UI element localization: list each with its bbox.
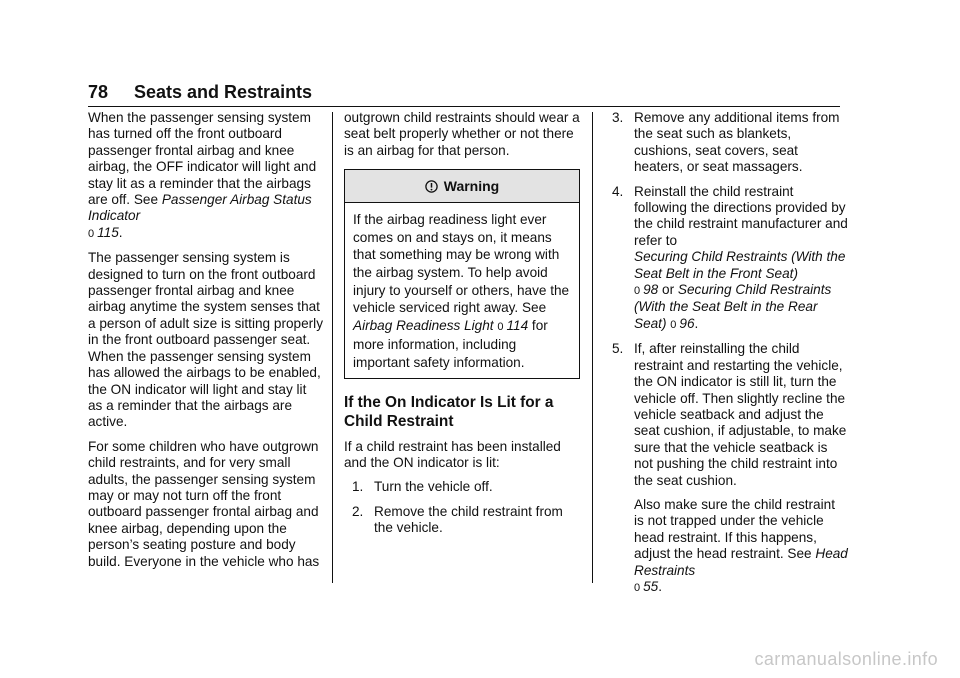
section-title: Seats and Restraints xyxy=(134,82,313,102)
conjunction: or xyxy=(662,282,675,298)
warning-body xyxy=(345,203,579,377)
warning-box xyxy=(344,169,580,378)
paragraph: If a child restraint has been installed and the ON indicator is lit: xyxy=(344,438,561,470)
warning-title: Warning xyxy=(443,178,500,195)
list-item xyxy=(344,479,580,495)
page-ref[interactable]: 96 xyxy=(679,315,695,331)
warning-text: If the airbag readiness light ever comes on and stays on, it means that something may be wrong with the airbag system. To help avoid injury to yourself or others, have the vehicle serviced right away. See xyxy=(353,212,570,316)
warning-icon xyxy=(425,179,438,194)
list-item xyxy=(612,341,848,596)
step-number: 3. xyxy=(612,110,624,125)
paragraph: outgrown child restraints should wear a seat belt properly whether or not there is an airbag for that person. xyxy=(344,110,580,158)
step-number: 5. xyxy=(612,341,624,357)
cross-reference-link[interactable]: Passenger Airbag Status Indicator xyxy=(88,192,312,224)
page-ref-icon: 0 xyxy=(88,227,95,240)
column-3 xyxy=(612,110,848,604)
warning-text: for more information, including important safety information. xyxy=(353,317,548,370)
paragraph: The passenger sensing system is designed to turn on the front outboard passenger frontal airbag and knee airbag anytime the system senses that a person of adult size is sitting properly in the front outboard passenger seat. When the passenger sensing system has allowed the airbags to be enabled, the ON indicator will light and stay lit as a reminder that the airbags are active. xyxy=(88,250,323,430)
page-ref[interactable]: 98 xyxy=(643,282,659,298)
page-ref[interactable]: 114 xyxy=(506,317,529,333)
paragraph-text: When the passenger sensing system has turned off the front outboard passenger frontal airbag and knee airbag, the OFF indicator will light and stay lit as a reminder that the airbags are off. See xyxy=(88,110,317,208)
step-number: 1. xyxy=(352,479,364,495)
page-number: 78 xyxy=(88,82,109,102)
cross-reference-link[interactable]: Securing Child Restraints (With the Seat Belt in the Front Seat) xyxy=(634,249,846,281)
step-text: Reinstall the child restraint following the directions provided by the child restraint manufacturer and refer to Securing Child Restraints (With the Seat Belt in the Front Seat) 0 98 or Securing Child Restraints (With the Seat Belt in the Rear Seat) 0 96. xyxy=(634,183,848,331)
paragraph: When the passenger sensing system has turned off the front outboard passenger frontal airbag and knee airbag, the OFF indicator will light and stay lit as a reminder that the airbags are off. See Passenger Airbag Status Indicator 0 115. xyxy=(88,110,317,240)
column-divider xyxy=(592,112,593,583)
page-ref-icon: 0 xyxy=(634,285,641,298)
list-item xyxy=(344,504,580,537)
page-ref-icon: 0 xyxy=(670,318,677,331)
step-body: Also make sure the child restraint is not trapped under the vehicle head restraint. If this happens, adjust the head restraint. See xyxy=(634,496,835,562)
cross-reference-link[interactable]: Airbag Readiness Light xyxy=(353,317,494,333)
step-body-continued: Also make sure the child restraint is not trapped under the vehicle head restraint. If this happens, adjust the head restraint. See Head Restraints 0 55. xyxy=(634,496,848,594)
warning-header xyxy=(345,170,579,203)
list-item xyxy=(612,110,848,176)
page-ref-icon: 0 xyxy=(497,320,504,333)
step-text: Remove the child restraint from the vehicle. xyxy=(374,503,563,536)
step-text xyxy=(634,341,848,596)
paragraph: For some children who have outgrown child restraints, and for very small adults, the passenger sensing system may or may not turn off the front outboard passenger frontal airbag and knee airbag, depending upon the person’s seating posture and body build. Everyone in the vehicle who has xyxy=(88,438,320,569)
page-ref[interactable]: 115 xyxy=(97,224,119,240)
column-1 xyxy=(88,110,324,578)
step-text: Remove any additional items from the seat such as blankets, cushions, seat covers, seat heaters, or seat massagers. xyxy=(634,110,840,175)
cross-reference-link[interactable]: Head Restraints xyxy=(634,546,848,578)
step-body: Reinstall the child restraint following the directions provided by the child restraint manufacturer and refer to xyxy=(634,183,848,248)
column-divider xyxy=(332,112,333,583)
step-number: 4. xyxy=(612,183,624,199)
cross-reference-link[interactable]: Securing Child Restraints (With the Seat Belt in the Rear Seat) xyxy=(634,282,832,331)
page-ref-icon: 0 xyxy=(634,581,641,594)
page-ref[interactable]: 55 xyxy=(643,578,659,594)
watermark: carmanualsonline.info xyxy=(754,649,938,669)
subheading: If the On Indicator Is Lit for a Child Restraint xyxy=(344,393,554,430)
column-2 xyxy=(344,110,580,545)
step-number: 2. xyxy=(352,503,364,519)
step-body: If, after reinstalling the child restraint and restarting the vehicle, the ON indicator is still lit, turn the vehicle off. Then slightly recline the vehicle seatback and adjust the seat cushion, if adjustable, to make sure that the vehicle seatback is not pushing the child restraint into the seat cushion. xyxy=(634,341,847,488)
list-item xyxy=(612,184,848,334)
page-header xyxy=(88,80,840,107)
step-text: Turn the vehicle off. xyxy=(374,479,493,495)
